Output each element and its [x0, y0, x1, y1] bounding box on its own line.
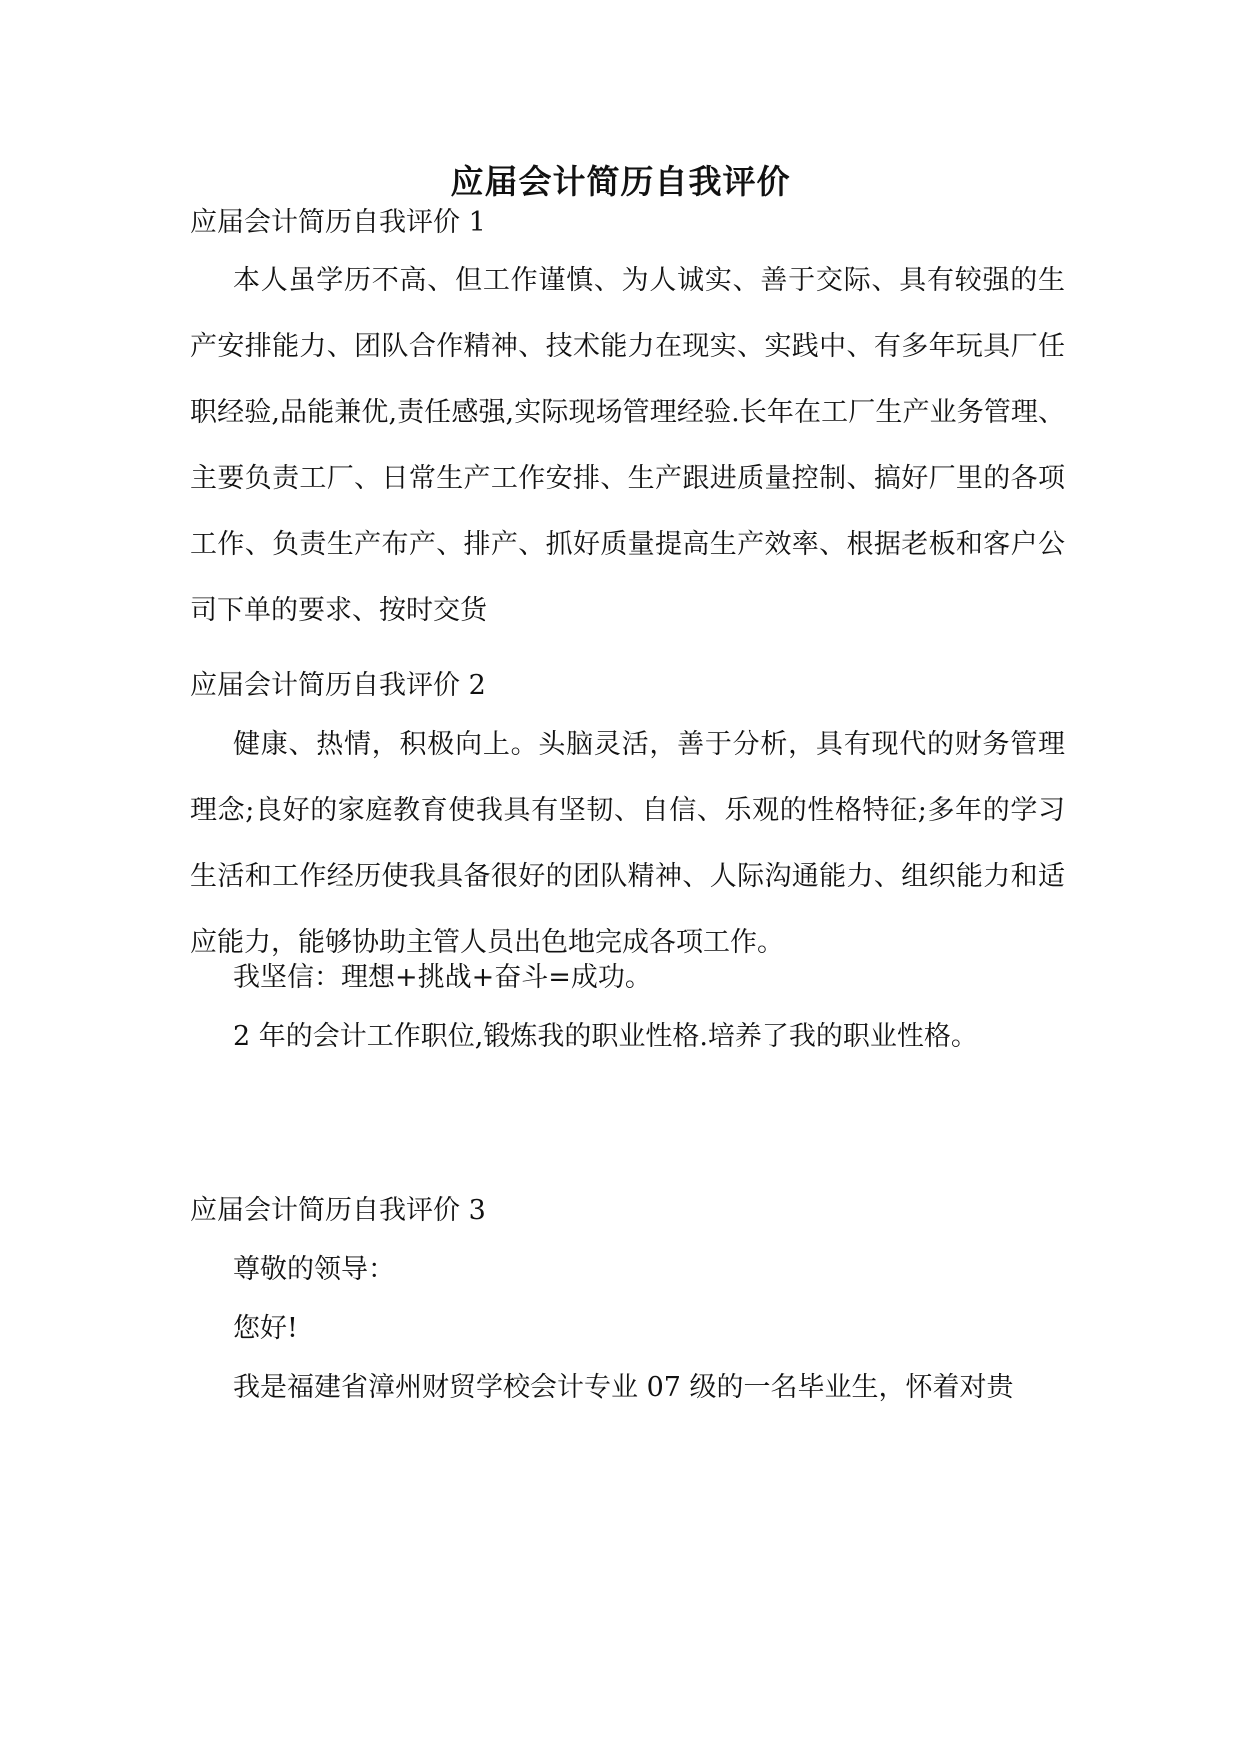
section-1-paragraph: 本人虽学历不高、但工作谨慎、为人诚实、善于交际、具有较强的生产安排能力、团队合作精神、技术能力在现实、实践中、有多年玩具厂任职经验,品能兼优,责任感强,实际现场管理经验.长年在工厂生产业务管理、主要负责工厂、日常生产工作安排、生产跟进质量控制、搞好厂里的各项工作、负责生产布产、排产、抓好质量提高生产效率、根据老板和客户公司下单的要求、按时交货 [190, 265, 1065, 626]
section-2-motto: 我坚信：理想+挑战+奋斗=成功。 [233, 962, 652, 993]
section-2-closing-line: 2 年的会计工作职位,锻炼我的职业性格.培养了我的职业性格。 [233, 1021, 978, 1052]
section-heading-2: 应届会计简历自我评价 2 [190, 670, 486, 701]
section-heading-1: 应届会计简历自我评价 1 [190, 207, 486, 238]
section-heading-3: 应届会计简历自我评价 3 [190, 1195, 486, 1226]
document-title: 应届会计简历自我评价 [450, 162, 791, 201]
letter-salutation: 尊敬的领导： [233, 1254, 395, 1285]
letter-greeting: 您好! [233, 1313, 298, 1344]
letter-body-start: 我是福建省漳州财贸学校会计专业 07 级的一名毕业生，怀着对贵 [233, 1372, 1014, 1403]
section-2-paragraph: 健康、热情，积极向上。头脑灵活，善于分析，具有现代的财务管理理念;良好的家庭教育使我具有坚韧、自信、乐观的性格特征;多年的学习生活和工作经历使我具备很好的团队精神、人际沟通能力、组织能力和适应能力，能够协助主管人员出色地完成各项工作。 [190, 729, 1065, 958]
